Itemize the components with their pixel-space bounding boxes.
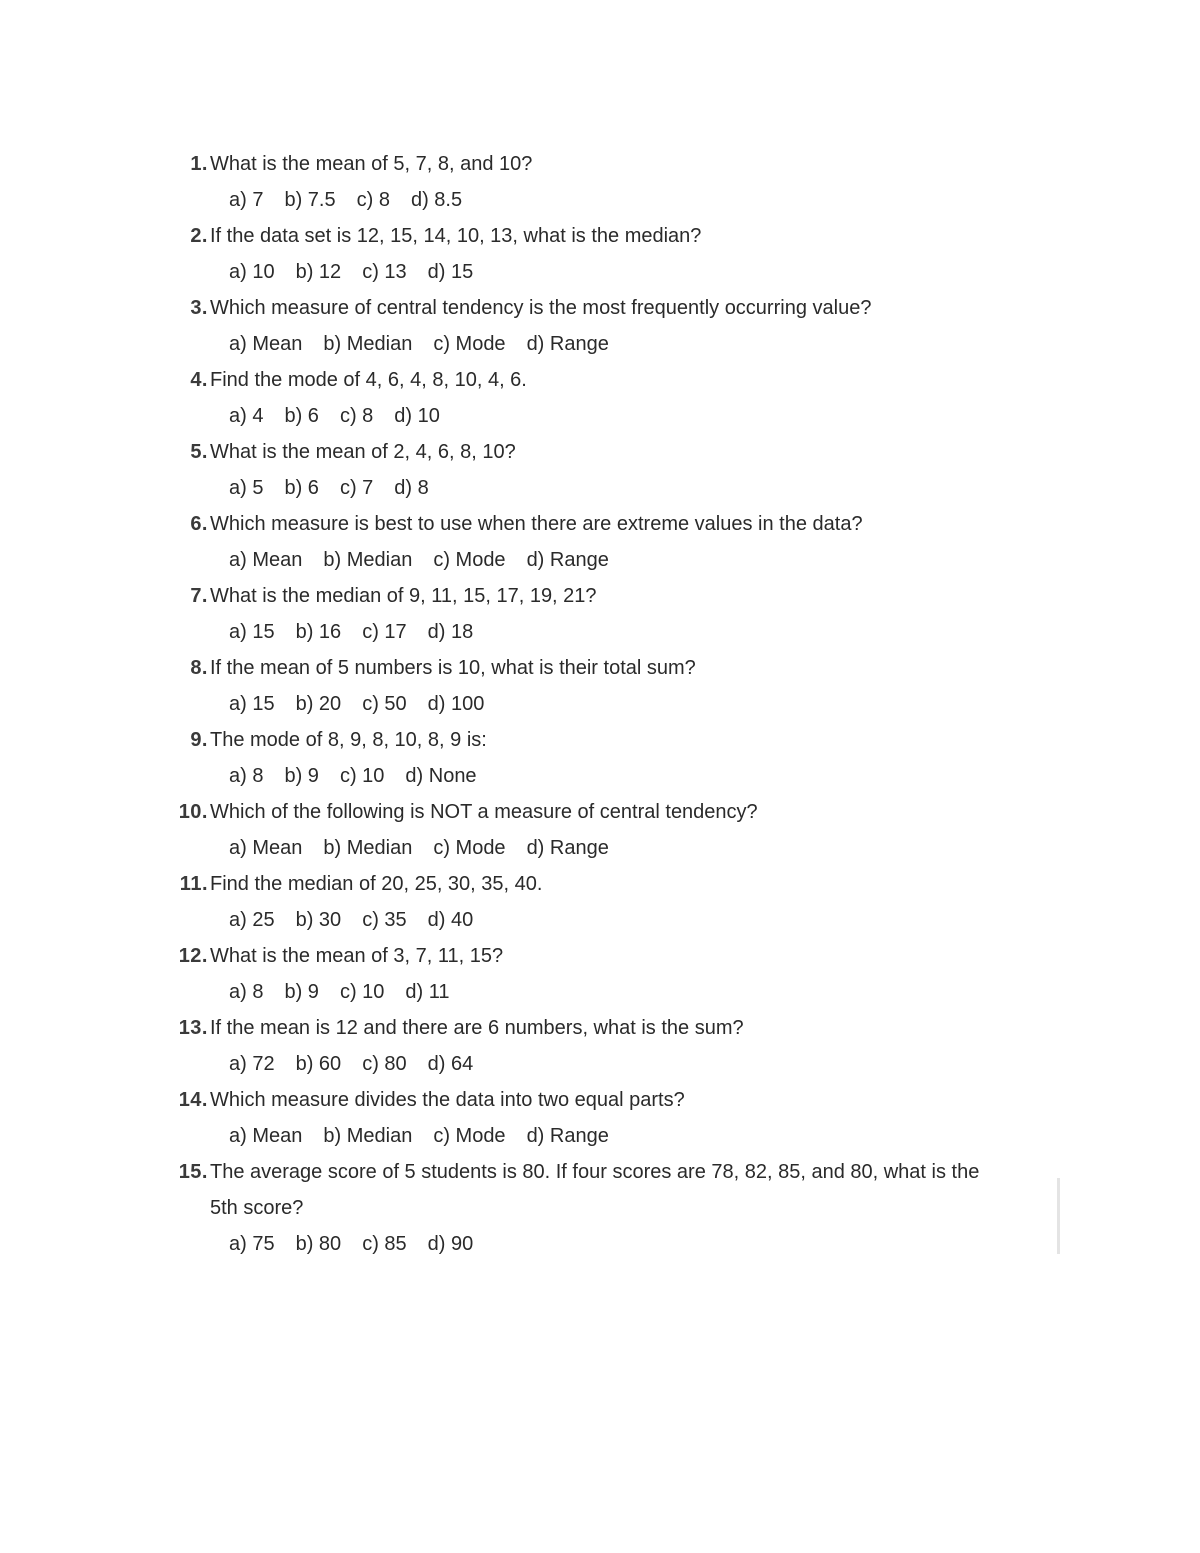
question-line: [160, 146, 1000, 182]
question-number: 6.: [190, 513, 208, 535]
answer-option: a) 7: [229, 189, 264, 211]
question-number: 10.: [178, 801, 208, 823]
answer-option: c) 80: [362, 1053, 407, 1075]
answer-option: b) 80: [295, 1233, 342, 1255]
question-number: 11.: [179, 873, 208, 895]
answer-options: [160, 182, 1000, 218]
answer-options: [160, 974, 1000, 1010]
answer-option: d) Range: [526, 333, 609, 355]
question-item: [160, 1010, 1000, 1082]
answer-option: d) 15: [427, 261, 474, 283]
answer-option: b) 30: [295, 909, 342, 931]
question-number: 9.: [190, 729, 208, 751]
answer-option: c) Mode: [433, 1125, 506, 1147]
answer-options: [160, 758, 1000, 794]
answer-option: b) Median: [323, 549, 413, 571]
question-line: [160, 722, 1000, 758]
question-item: [160, 290, 1000, 362]
question-text: The average score of 5 students is 80. If four scores are 78, 82, 85, and 80, what is the 5th score?: [210, 1161, 980, 1219]
answer-option: b) 6: [284, 405, 319, 427]
answer-option: a) Mean: [229, 333, 303, 355]
answer-options: [160, 686, 1000, 722]
question-number: 14.: [178, 1089, 208, 1111]
question-item: [160, 938, 1000, 1010]
answer-option: a) 10: [229, 261, 275, 283]
answer-option: d) None: [405, 765, 477, 787]
question-item: [160, 506, 1000, 578]
answer-option: b) 7.5: [284, 189, 336, 211]
answer-option: c) 50: [362, 693, 407, 715]
question-text: Find the median of 20, 25, 30, 35, 40.: [210, 873, 543, 895]
question-number: 2.: [190, 225, 208, 247]
answer-option: a) 8: [229, 765, 264, 787]
answer-option: a) 15: [229, 693, 275, 715]
question-number: 4.: [190, 369, 208, 391]
question-item: [160, 722, 1000, 794]
question-text: What is the median of 9, 11, 15, 17, 19, 21?: [210, 585, 597, 607]
page-edge-mark: [1057, 1178, 1060, 1254]
question-text: If the mean of 5 numbers is 10, what is their total sum?: [210, 657, 696, 679]
answer-option: c) 17: [362, 621, 407, 643]
answer-option: c) Mode: [433, 837, 506, 859]
answer-option: d) Range: [526, 1125, 609, 1147]
question-line: [160, 290, 1000, 326]
answer-options: [160, 470, 1000, 506]
answer-option: d) 18: [427, 621, 474, 643]
answer-option: a) 25: [229, 909, 275, 931]
question-text: What is the mean of 2, 4, 6, 8, 10?: [210, 441, 516, 463]
answer-option: a) 5: [229, 477, 264, 499]
answer-option: a) 72: [229, 1053, 275, 1075]
answer-option: a) 8: [229, 981, 264, 1003]
question-number: 3.: [190, 297, 208, 319]
answer-option: c) 35: [362, 909, 407, 931]
question-item: [160, 434, 1000, 506]
question-line: [160, 1154, 1000, 1226]
question-line: [160, 938, 1000, 974]
question-text: Which measure divides the data into two equal parts?: [210, 1089, 685, 1111]
question-number: 12.: [178, 945, 208, 967]
answer-option: b) 12: [295, 261, 342, 283]
question-line: [160, 362, 1000, 398]
answer-option: c) 7: [339, 477, 374, 499]
question-text: If the data set is 12, 15, 14, 10, 13, what is the median?: [210, 225, 702, 247]
answer-option: b) 60: [295, 1053, 342, 1075]
answer-option: a) 75: [229, 1233, 275, 1255]
question-line: [160, 1010, 1000, 1046]
answer-option: c) Mode: [433, 549, 506, 571]
answer-option: a) Mean: [229, 549, 303, 571]
question-line: [160, 866, 1000, 902]
question-text: Which measure is best to use when there are extreme values in the data?: [210, 513, 863, 535]
answer-option: b) 16: [295, 621, 342, 643]
answer-option: d) Range: [526, 549, 609, 571]
answer-option: c) 85: [362, 1233, 407, 1255]
question-line: [160, 218, 1000, 254]
answer-option: d) 90: [427, 1233, 474, 1255]
question-item: [160, 1154, 1000, 1262]
answer-option: c) 10: [339, 765, 385, 787]
question-text: The mode of 8, 9, 8, 10, 8, 9 is:: [210, 729, 487, 751]
question-item: [160, 794, 1000, 866]
question-item: [160, 218, 1000, 290]
answer-options: [160, 1226, 1000, 1262]
answer-option: a) Mean: [229, 1125, 303, 1147]
answer-option: c) 8: [356, 189, 390, 211]
question-number: 5.: [190, 441, 208, 463]
question-line: [160, 506, 1000, 542]
answer-option: b) 9: [284, 981, 319, 1003]
answer-option: d) 100: [427, 693, 485, 715]
question-item: [160, 1082, 1000, 1154]
question-item: [160, 866, 1000, 938]
answer-options: [160, 254, 1000, 290]
question-line: [160, 650, 1000, 686]
answer-option: c) 8: [339, 405, 374, 427]
answer-option: b) 20: [295, 693, 342, 715]
answer-option: c) Mode: [433, 333, 506, 355]
question-line: [160, 578, 1000, 614]
answer-option: d) 8.5: [410, 189, 463, 211]
question-list: [160, 146, 1000, 1262]
question-item: [160, 578, 1000, 650]
answer-options: [160, 1046, 1000, 1082]
answer-option: d) 40: [427, 909, 474, 931]
question-number: 1.: [190, 153, 208, 175]
question-text: Find the mode of 4, 6, 4, 8, 10, 4, 6.: [210, 369, 527, 391]
question-text: What is the mean of 5, 7, 8, and 10?: [210, 153, 533, 175]
answer-options: [160, 542, 1000, 578]
question-item: [160, 362, 1000, 434]
question-text: What is the mean of 3, 7, 11, 15?: [210, 945, 504, 967]
answer-options: [160, 830, 1000, 866]
question-number: 8.: [190, 657, 208, 679]
answer-options: [160, 326, 1000, 362]
answer-options: [160, 398, 1000, 434]
answer-option: b) Median: [323, 1125, 413, 1147]
answer-option: c) 10: [339, 981, 385, 1003]
question-item: [160, 146, 1000, 218]
question-number: 13.: [178, 1017, 208, 1039]
question-text: Which measure of central tendency is the most frequently occurring value?: [210, 297, 872, 319]
answer-option: d) Range: [526, 837, 609, 859]
answer-option: b) Median: [323, 333, 413, 355]
answer-options: [160, 1118, 1000, 1154]
answer-option: d) 64: [427, 1053, 474, 1075]
answer-option: b) Median: [323, 837, 413, 859]
question-text: If the mean is 12 and there are 6 numbers, what is the sum?: [210, 1017, 744, 1039]
answer-options: [160, 902, 1000, 938]
answer-option: c) 13: [362, 261, 407, 283]
answer-option: d) 11: [405, 981, 450, 1003]
question-line: [160, 434, 1000, 470]
answer-option: a) 4: [229, 405, 264, 427]
answer-option: a) Mean: [229, 837, 303, 859]
answer-option: d) 8: [394, 477, 429, 499]
question-line: [160, 794, 1000, 830]
answer-option: b) 6: [284, 477, 319, 499]
question-item: [160, 650, 1000, 722]
answer-options: [160, 614, 1000, 650]
answer-option: a) 15: [229, 621, 275, 643]
question-number: 15.: [178, 1161, 208, 1183]
question-line: [160, 1082, 1000, 1118]
answer-option: d) 10: [394, 405, 440, 427]
question-text: Which of the following is NOT a measure of central tendency?: [210, 801, 758, 823]
answer-option: b) 9: [284, 765, 319, 787]
question-number: 7.: [190, 585, 208, 607]
